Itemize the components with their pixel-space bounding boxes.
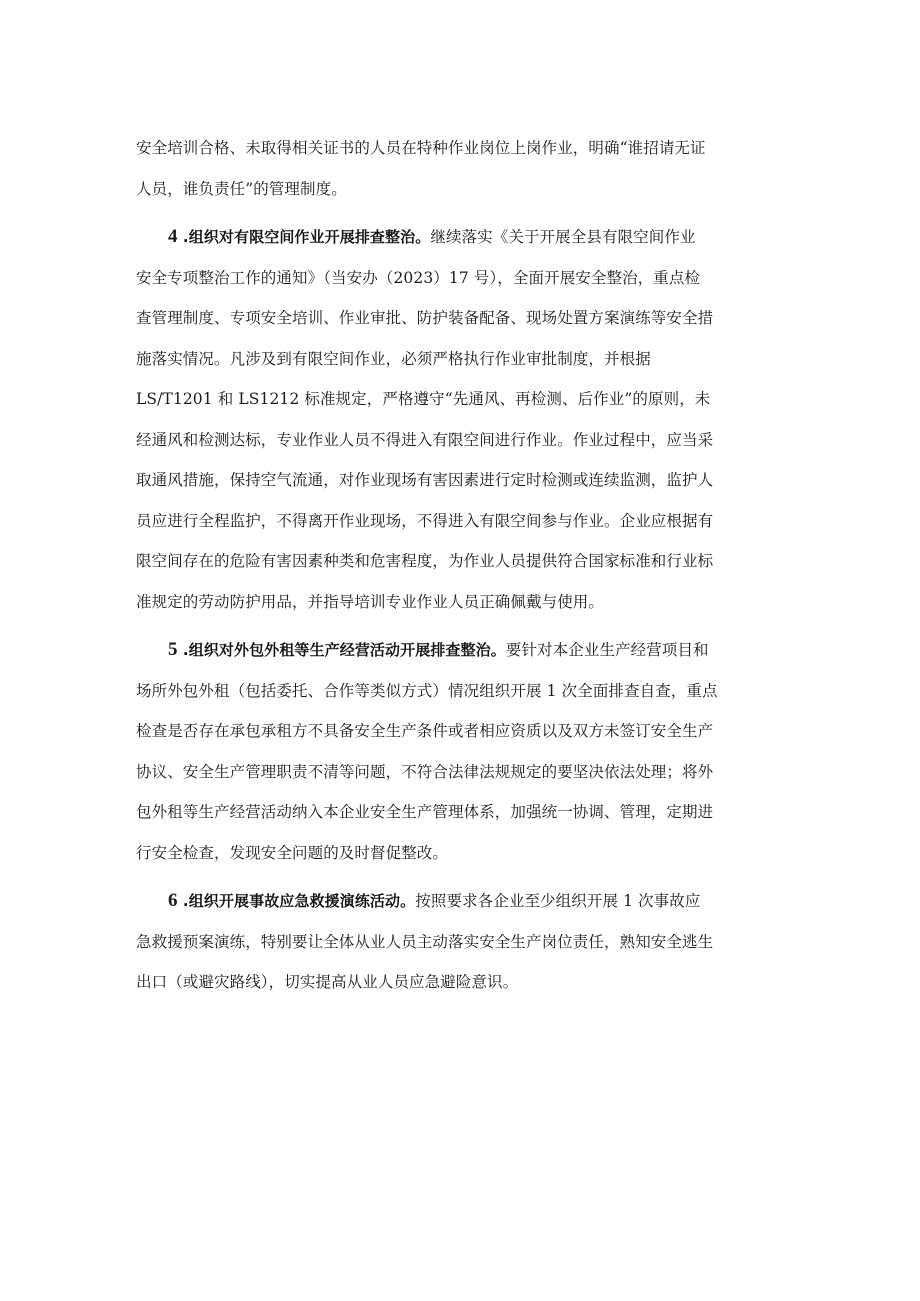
- text-line: 急救援预案演练，特别要让全体从业人员主动落实安全生产岗位责任，熟知安全逃生: [136, 932, 714, 951]
- text-line: 检查是否存在承包承租方不具备安全生产条件或者相应资质以及双方未签订安全生产: [136, 722, 714, 740]
- text-line: 准规定的劳动防护用品，并指导培训专业作业人员正确佩戴与使用。: [136, 592, 605, 611]
- item-number: 5: [168, 639, 178, 660]
- text-line: 协议、安全生产管理职责不清等问题，不符合法律法规规定的要坚决依法处理；将外: [136, 762, 714, 781]
- text-line: 取通风措施，保持空气流通，对作业现场有害因素进行定时检测或连续监测，监护人: [136, 471, 714, 489]
- item-separator: .: [177, 641, 189, 659]
- text-line: 经通风和检测达标，专业作业人员不得进入有限空间进行作业。作业过程中，应当采: [136, 430, 714, 449]
- text-line: 施落实情况。凡涉及到有限空间作业，必须严格执行作业审批制度，并根据: [136, 349, 651, 368]
- list-item-4: [136, 217, 786, 622]
- item-heading: 组织对外包外租等生产经营活动开展排查整治。: [188, 641, 506, 659]
- text-line: 按照要求各企业至少组织开展 1 次事故应: [415, 892, 701, 910]
- text-line: 人员，谁负责任”的管理制度。: [136, 179, 347, 198]
- text-line: 查管理制度、专项安全培训、作业审批、防护装备配备、现场处置方案演练等安全措: [136, 309, 714, 327]
- document-page: [136, 128, 786, 1003]
- text-line: 要针对本企业生产经营项目和: [505, 641, 709, 659]
- item-6-first-line: [136, 881, 786, 922]
- text-line: 限空间存在的危险有害因素种类和危害程度，为作业人员提供符合国家标准和行业标: [136, 552, 714, 570]
- list-item-6: [136, 881, 786, 1003]
- item-separator: .: [177, 228, 189, 246]
- text-line: 场所外包外租（包括委托、合作等类似方式）情况组织开展 1 次全面排查自查，重点: [136, 681, 718, 700]
- item-number: 4: [168, 226, 178, 247]
- paragraph-continuation: [136, 128, 786, 209]
- text-line: 继续落实《关于开展全县有限空间作业: [430, 228, 696, 246]
- item-4-first-line: [136, 217, 786, 258]
- text-line: 员应进行全程监护，不得离开作业现场，不得进入有限空间参与作业。企业应根据有: [136, 511, 714, 530]
- item-heading: 组织对有限空间作业开展排查整治。: [188, 228, 431, 246]
- text-line: 安全专项整治工作的通知》（当安办（2023）17 号），全面开展安全整治，重点检: [136, 268, 701, 287]
- item-number: 6: [168, 890, 178, 911]
- text-line: 安全培训合格、未取得相关证书的人员在特种作业岗位上岗作业，明确“谁招请无证: [136, 139, 706, 157]
- text-line: 出口（或避灾路线），切实提高从业人员应急避险意识。: [136, 973, 519, 991]
- list-item-5: [136, 630, 786, 873]
- text-line: LS/T1201 和 LS1212 标准规定，严格遵守“先通风、再检测、后作业”的原则，未: [136, 390, 711, 408]
- item-heading: 组织开展事故应急救援演练活动。: [188, 892, 416, 910]
- text-line: 包外租等生产经营活动纳入本企业安全生产管理体系，加强统一协调、管理，定期进: [136, 803, 714, 821]
- text-line: 行安全检查，发现安全问题的及时督促整改。: [136, 843, 449, 862]
- item-5-first-line: [136, 630, 786, 671]
- item-separator: .: [177, 892, 189, 910]
